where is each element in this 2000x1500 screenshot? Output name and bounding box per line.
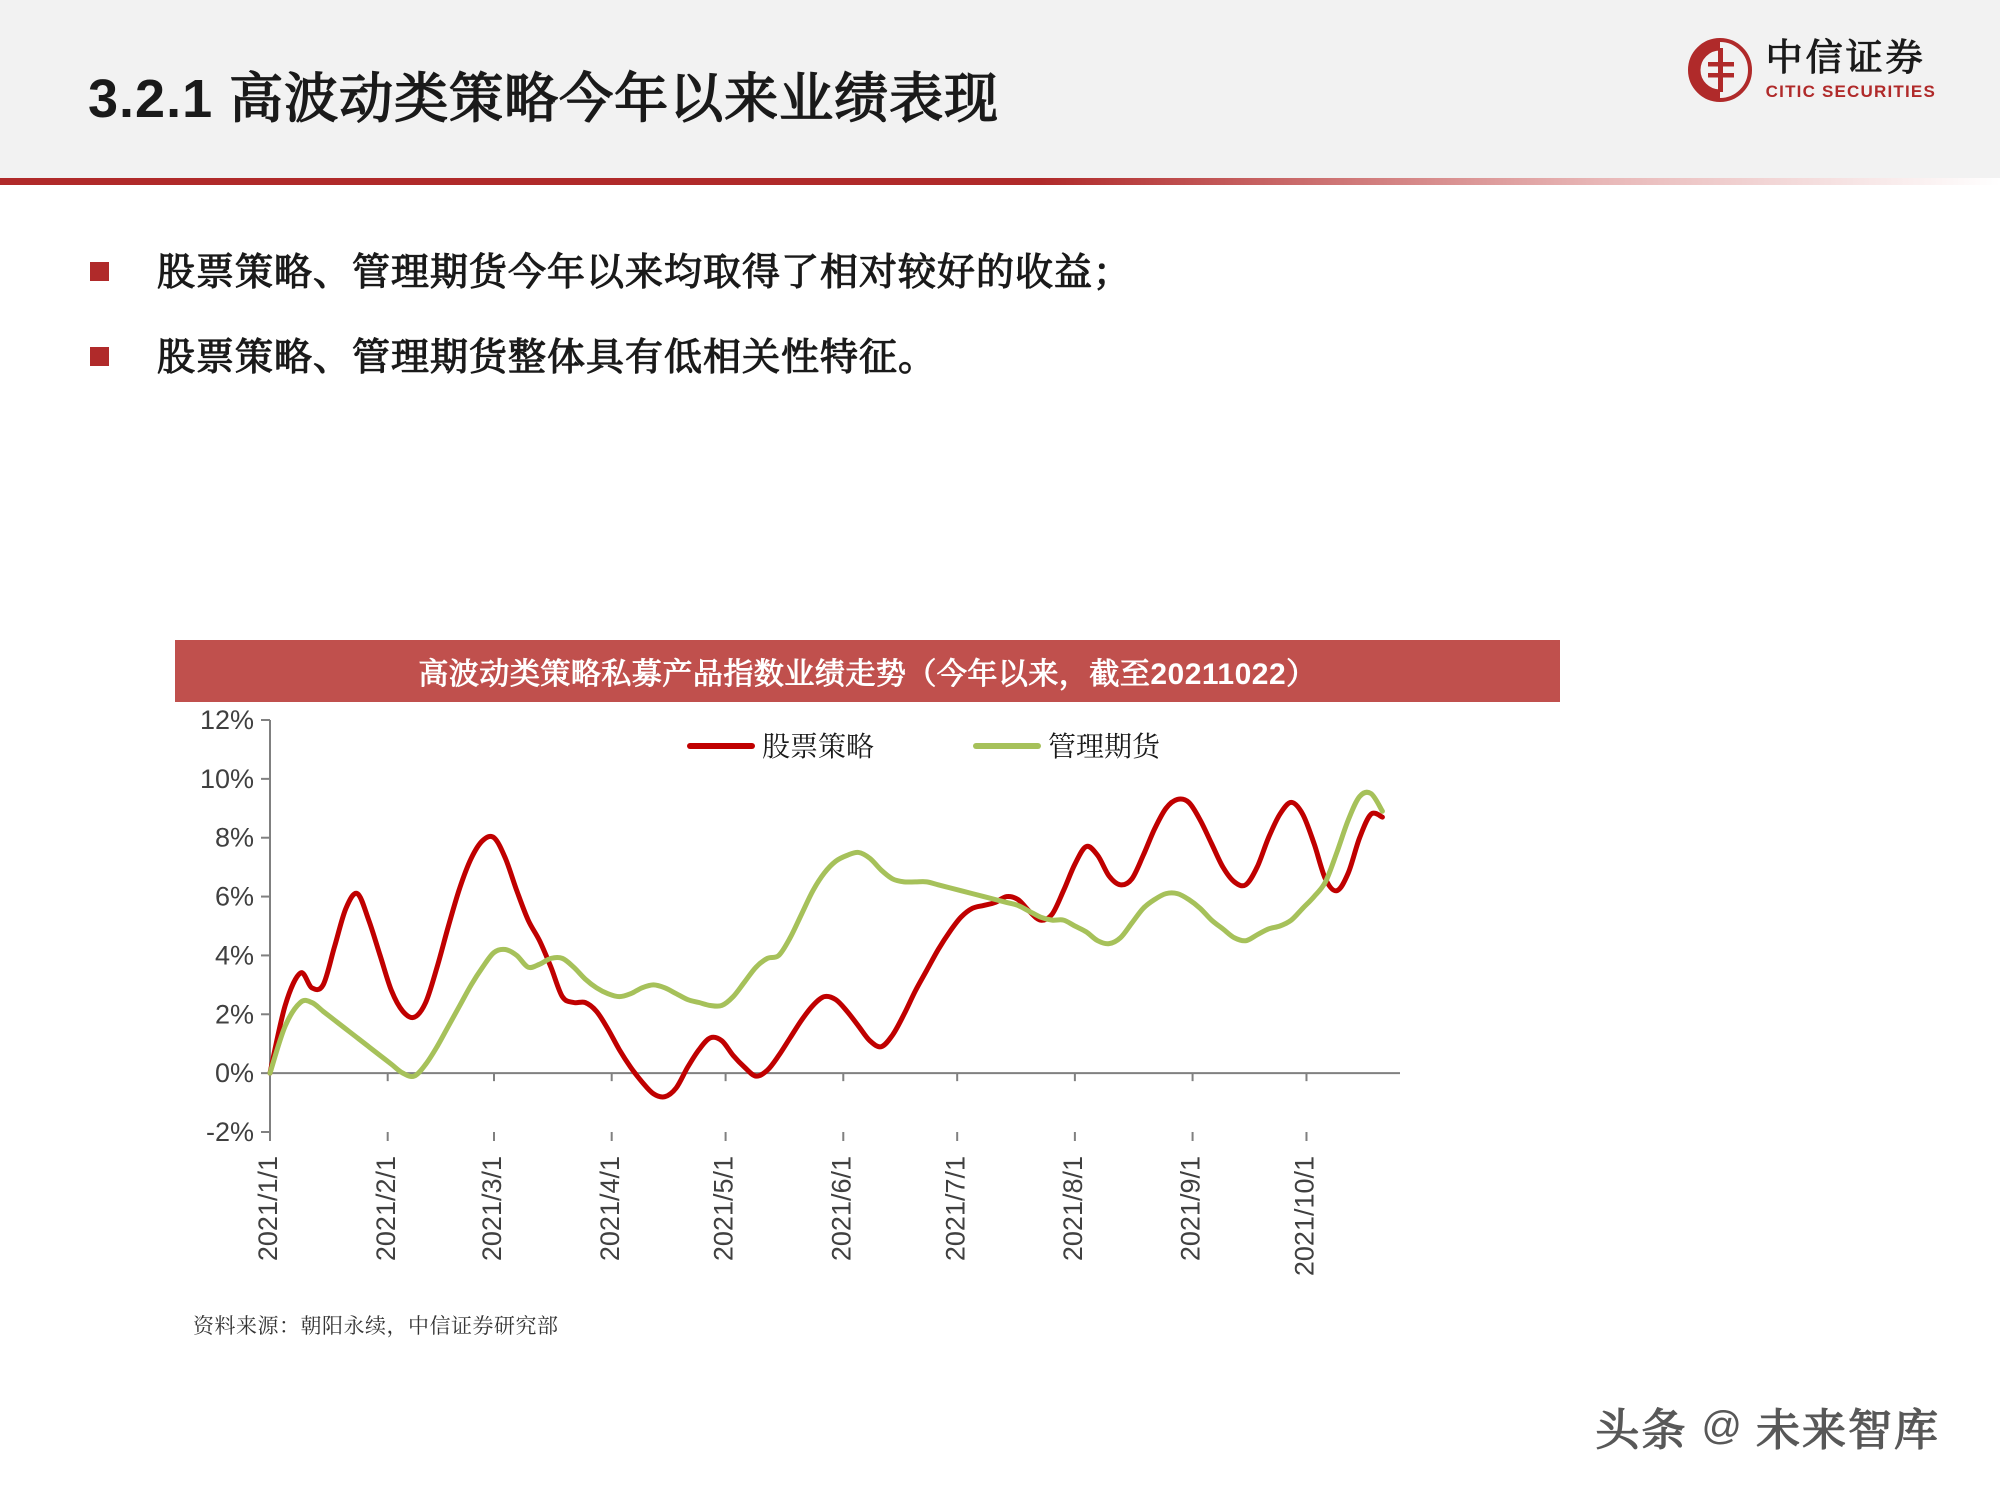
series-line-管理期货 (270, 792, 1382, 1076)
list-item (90, 245, 1590, 302)
x-tick-label-group (595, 1156, 625, 1261)
y-tick-label: 2% (214, 999, 254, 1030)
watermark (1595, 1394, 1940, 1458)
brand-logo (1688, 38, 1936, 102)
bullet-text: 股票策略、管理期货今年以来均取得了相对较好的收益； (157, 252, 1133, 294)
x-tick-label: 2021/1/1 (253, 1156, 284, 1262)
x-tick-label-group (709, 1156, 739, 1261)
bullet-text: 股票策略、管理期货整体具有低相关性特征。 (157, 337, 938, 379)
series-line-股票策略 (270, 799, 1382, 1097)
x-tick-label-group (371, 1156, 401, 1261)
y-tick-label: -2% (205, 1117, 254, 1147)
square-bullet-icon (90, 262, 109, 281)
header-divider (0, 178, 2000, 185)
citic-logo-icon (1688, 38, 1752, 102)
logo-cn-text: 中信证券 (1765, 37, 1926, 79)
slide-header (0, 0, 2000, 178)
legend-label: 管理期货 (1048, 731, 1161, 762)
x-tick-label: 2021/3/1 (477, 1156, 508, 1262)
chart-title: 高波动类策略私募产品指数业绩走势（今年以来，截至20211022） (418, 658, 1317, 691)
watermark-name: 未来智库 (1756, 1406, 1940, 1455)
y-tick-label: 0% (214, 1058, 254, 1089)
x-tick-label: 2021/4/1 (594, 1156, 625, 1262)
chart-area (175, 702, 1575, 1302)
x-tick-label-group (1290, 1156, 1320, 1276)
page-title: 3.2.1 高波动类策略今年以来业绩表现 (88, 69, 1000, 129)
x-tick-label: 2021/7/1 (940, 1156, 971, 1262)
bullet-list (90, 245, 1590, 415)
y-tick-label: 12% (199, 705, 254, 735)
x-tick-label-group (253, 1156, 283, 1261)
y-tick-label: 10% (199, 763, 254, 794)
x-tick-label: 2021/8/1 (1058, 1156, 1089, 1262)
x-tick-label-group (940, 1156, 970, 1261)
y-tick-label: 6% (214, 881, 254, 912)
watermark-at: @ (1701, 1403, 1742, 1448)
logo-en-text: CITIC SECURITIES (1765, 82, 1936, 101)
x-tick-label: 2021/6/1 (826, 1156, 857, 1262)
source-note: 资料来源：朝阳永续，中信证券研究部 (193, 1315, 559, 1338)
x-tick-label: 2021/2/1 (370, 1156, 401, 1262)
x-tick-label: 2021/9/1 (1175, 1156, 1206, 1262)
legend-label: 股票策略 (762, 731, 875, 762)
chart-block (175, 640, 1575, 1302)
x-tick-label-group (1176, 1156, 1206, 1261)
y-tick-label: 4% (214, 940, 254, 971)
x-tick-label: 2021/10/1 (1289, 1156, 1320, 1277)
chart-title-bar (175, 640, 1560, 702)
list-item (90, 330, 1590, 387)
x-tick-label-group (1058, 1156, 1088, 1261)
performance-line-chart (175, 702, 1575, 1302)
x-tick-label-group (826, 1156, 856, 1261)
x-tick-label-group (477, 1156, 507, 1261)
square-bullet-icon (90, 347, 109, 366)
x-tick-label: 2021/5/1 (708, 1156, 739, 1262)
watermark-badge: 头条 (1595, 1406, 1688, 1455)
y-tick-label: 8% (214, 822, 254, 853)
